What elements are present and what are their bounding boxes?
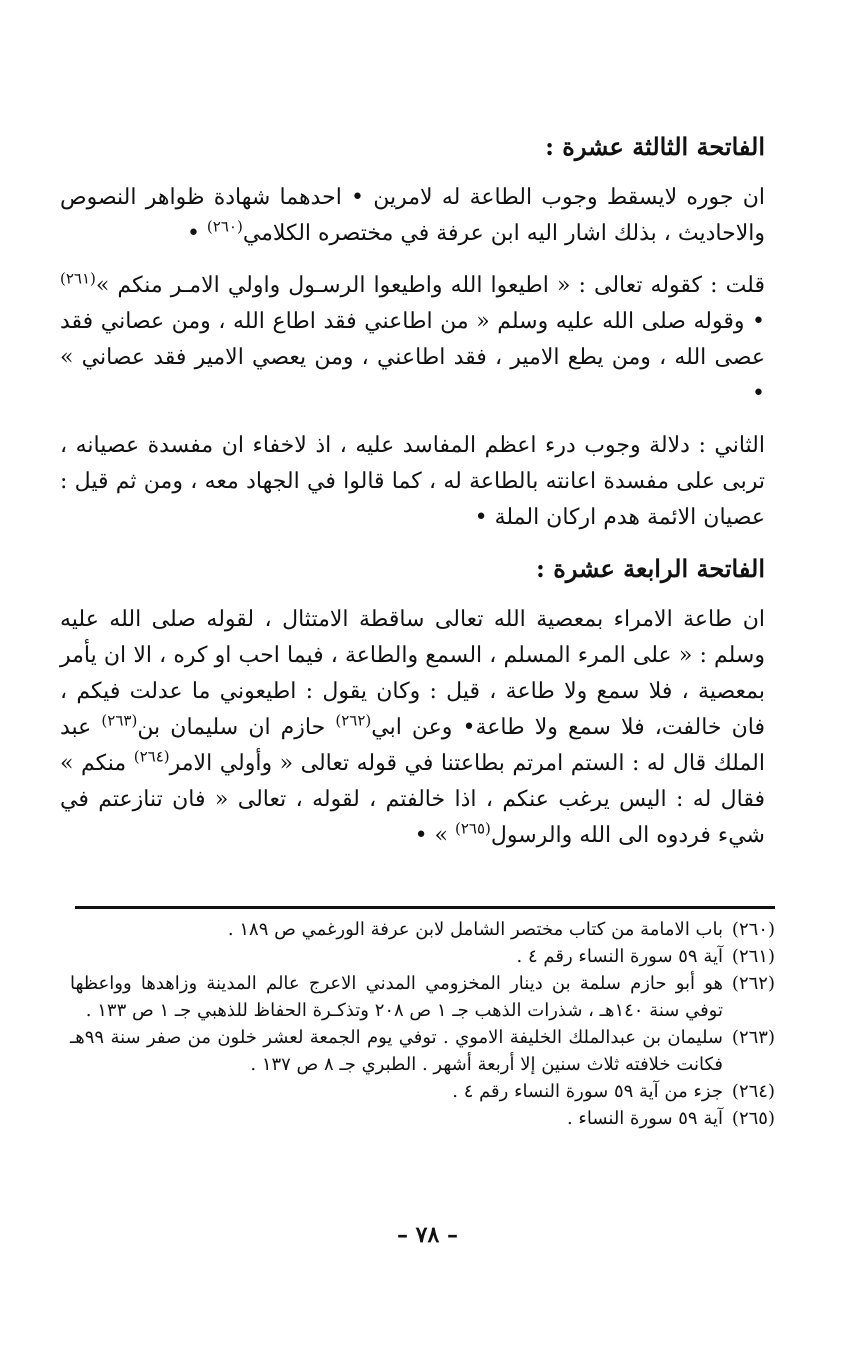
paragraph [60,180,765,252]
footnote-number: (٢٦١) [731,946,775,967]
footnote-text: باب الامامة من كتاب مختصر الشامل لابن عرفة الورغمي ص ١٨٩ . [227,919,723,940]
footnote-number: (٢٦٢) [731,973,775,994]
footnote-text: آية ٥٩ سورة النساء . [566,1108,723,1129]
footnote-number: (٢٦٣) [731,1027,775,1048]
paragraph-text: عبد الملك قال له : الستم امرتم بطاعتنا في قوله تعالى « وأولي الامر [60,715,765,776]
paragraph: الثاني : دلالة وجوب درء اعظم المفاسد عليه ، اذ لاخفاء ان مفسدة عصيانه ، تربى على مفسدة اعانته بالطاعة له ، كما قالوا في الجهاد معه ، ومن ثم قيل : عصيان الائمة هدم اركان الملة • [60,433,765,530]
footnotes [70,916,775,1132]
footnote-number: (٢٦٤) [731,1081,775,1102]
section-heading-14: الفاتحة الرابعة عشرة : [536,554,765,583]
footnote-text: جزء من آية ٥٩ سورة النساء رقم ٤ . [452,1081,723,1102]
paragraph-text: قلت : كقوله تعالى : « اطيعوا الله واطيعوا الرسـول واولي الامـر منكم » [95,273,765,298]
paragraph-text: • [186,221,207,246]
footnote [70,1105,775,1132]
footnote-ref[interactable]: (٢٦١) [60,269,96,288]
paragraph-text: منكم » فقال له : اليس يرغب عنكم ، اذا خالفتم ، لقوله ، تعالى « فان تنازعتم في شيء فردوه الى الله والرسول [60,751,765,848]
footnote-ref[interactable]: (٢٦٢) [335,711,372,730]
footnote-text: هو أبو حازم سلمة بن دينار المخزومي المدني الاعرج عالم المدينة وزاهدها وواعظها توفي سنة ١٤٠هـ ، شذرات الذهب جـ ١ ص ٢٠٨ وتذكـرة الحفاظ للذهبي جـ ١ ص ١٣٣ . [70,973,723,1021]
section-heading-13: الفاتحة الثالثة عشرة : [545,132,765,161]
paragraph [60,602,765,854]
footnote-ref[interactable]: (٢٦٣) [101,711,138,730]
paragraph-text: » • [414,823,455,848]
footnote [70,970,775,1024]
footnote-number: (٢٦٥) [731,1108,775,1129]
paragraph-text: • وقوله صلى الله عليه وسلم « من اطاعني فقد اطاع الله ، ومن عصاني فقد عصى الله ، ومن يطع الامير ، فقد اطاعني ، ومن يعصي الامير فقد عصاني » • [60,309,765,406]
paragraph-text: ان جوره لايسقط وجوب الطاعة له لامرين • احدهما شهادة ظواهر النصوص والاحاديث ، بذلك اشار اليه ابن عرفة في مختصره الكلامي [60,185,765,246]
paragraph-text: حازم ان سليمان بن [137,715,336,740]
footnote-text: سليمان بن عبدالملك الخليفة الاموي . توفي يوم الجمعة لعشر خلون من صفر سنة ٩٩هـ فكانت خلافته ثلاث سنين إلا أربعة أشهر . الطبري جـ ٨ ص ١٣٧ . [70,1027,723,1075]
footnote [70,1078,775,1105]
footnote-ref[interactable]: (٢٦٠) [206,217,243,236]
footnote [70,943,775,970]
footnote-text: آية ٥٩ سورة النساء رقم ٤ . [516,946,723,967]
footnote-divider [75,906,775,909]
footnote-ref[interactable]: (٢٦٤) [133,747,170,766]
main-text [60,130,765,870]
footnote [70,916,775,943]
paragraph-text: ان طاعة الامراء بمعصية الله تعالى ساقطة الامتثال ، لقوله صلى الله عليه وسلم : « على المرء المسلم ، السمع والطاعة ، فيما احب او كره ، الا ان يأمر بمعصية ، فلا سمع ولا طاعة ، قيل : وكان يقول : اطيعوني ما عدلت فيكم ، فان خالفت، فلا سمع ولا طاعة• وعن ابي [60,607,766,740]
footnote-number: (٢٦٠) [731,919,775,940]
footnote [70,1024,775,1078]
paragraph [60,268,765,412]
footnote-ref[interactable]: (٢٦٥) [455,819,491,838]
page-number: – ٧٨ – [397,1222,458,1248]
